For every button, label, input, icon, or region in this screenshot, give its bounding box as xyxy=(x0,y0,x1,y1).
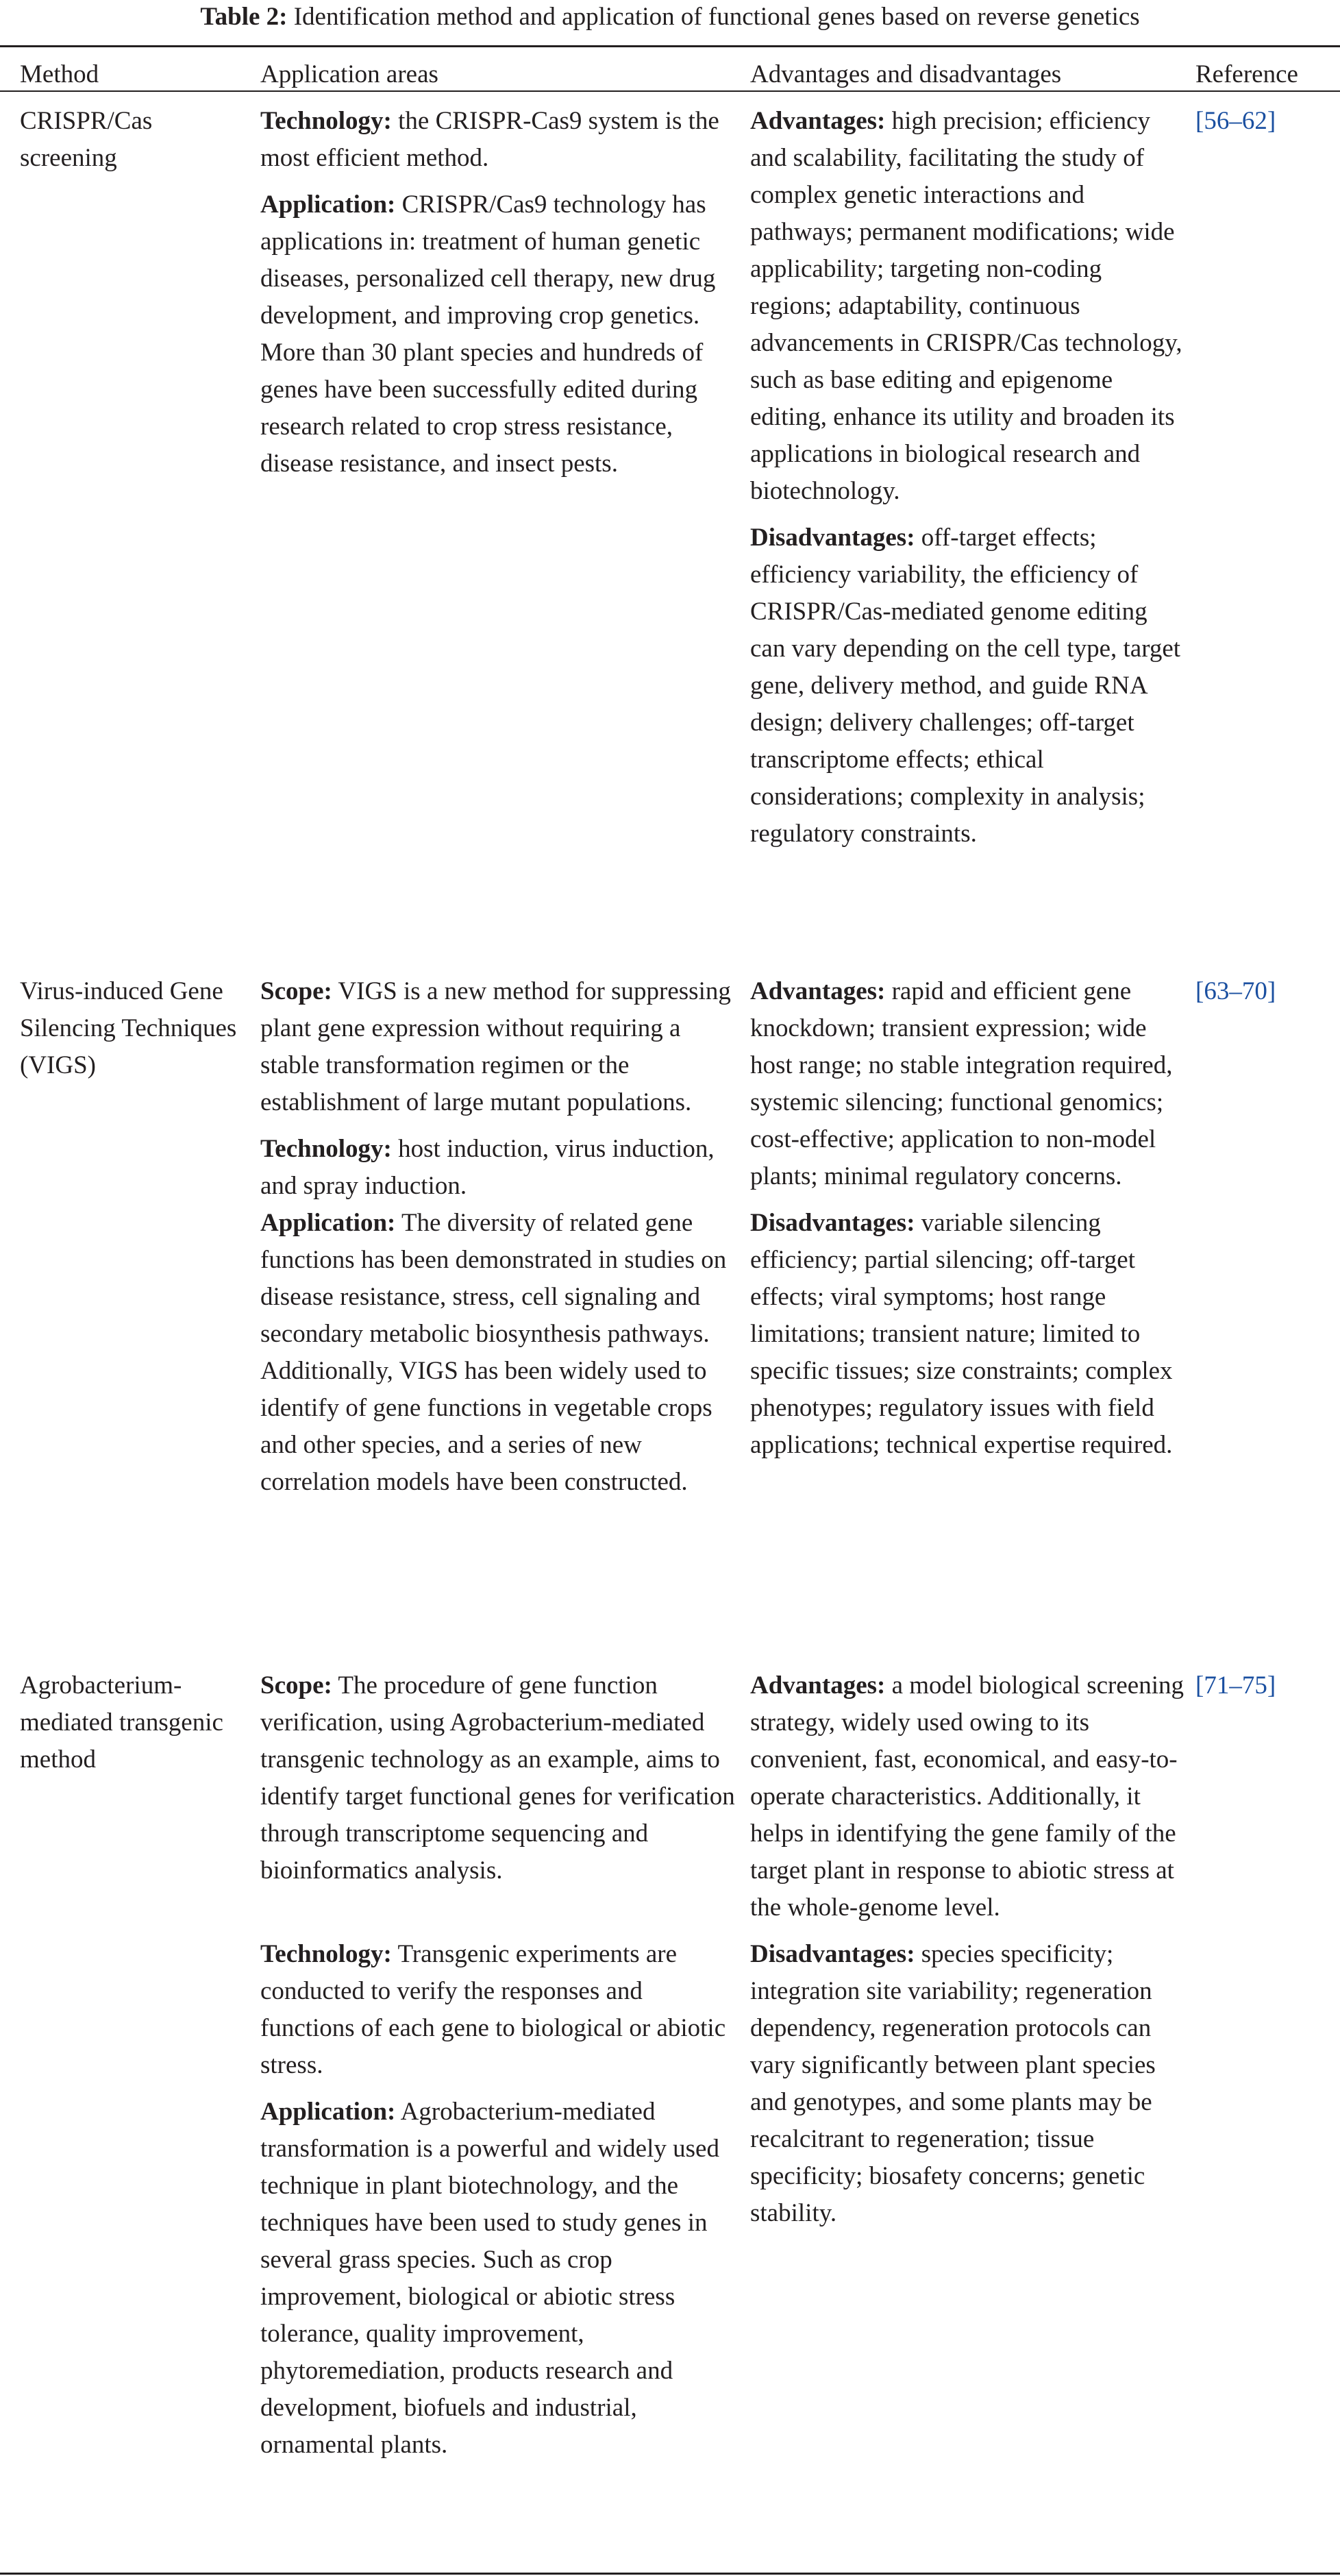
agro-application-para: Application: Agrobacterium-mediated transformation is a powerful and widely used technique in plant biotechnology, and the techniques have been used to study genes in several grass species. Such as crop improvement, biological or abiotic stress tolerance, quality improvement, phytoremediation, products research and development, biofuels and industrial, ornamental plants. xyxy=(260,2098,719,2459)
row-agrobacterium-reference: [71–75] xyxy=(1195,1671,1276,1700)
row-agrobacterium-application xyxy=(260,1667,740,2464)
vigs-scope-para: Scope: VIGS is a new method for suppressing plant gene expression without requiring a stable transformation regimen or the establishment of large mutant populations. xyxy=(260,977,731,1116)
row-vigs-advantages xyxy=(750,973,1189,1464)
agro-scope-para: Scope: The procedure of gene function verification, using Agrobacterium-mediated transgenic technology as an example, aims to identify target functional genes for verification through transcriptome sequencing and bioinformatics analysis. xyxy=(260,1671,735,1885)
ref-link-56[interactable]: 56 xyxy=(1204,107,1230,135)
header-application-areas: Application areas xyxy=(260,60,438,88)
table-caption-label: Table 2: xyxy=(200,3,288,31)
row-vigs-application xyxy=(260,973,740,1501)
row-crispr-method: CRISPR/Cas screening xyxy=(20,107,153,172)
table-top-rule xyxy=(0,45,1340,47)
header-reference: Reference xyxy=(1195,60,1298,88)
vigs-disadvantages-para: Disadvantages: variable silencing efficiency; partial silencing; off-target effects; viral symptoms; host range limitations; transient nature; limited to specific tissues; size constraints; complex phenotypes; regulatory issues with field applications; technical expertise required. xyxy=(750,1209,1173,1459)
vigs-application-para: Application: The diversity of related gene functions has been demonstrated in studies on disease resistance, stress, cell signaling and secondary metabolic biosynthesis pathways. Additionally, VIGS has been widely used to identify of gene functions in vegetable crops and other species, and a series of new correlation models have been constructed. xyxy=(260,1209,727,1496)
ref-link-75[interactable]: 75 xyxy=(1241,1671,1267,1700)
table-header-rule xyxy=(0,90,1340,92)
crispr-disadvantages-para: Disadvantages: off-target effects; efficiency variability, the efficiency of CRISPR/Cas-mediated genome editing can vary depending on the cell type, target gene, delivery method, and guide RNA design; delivery challenges; off-target transcriptome effects; ethical considerations; complexity in analysis; regulatory constraints. xyxy=(750,524,1181,848)
row-crispr-application xyxy=(260,103,740,482)
ref-link-71[interactable]: 71 xyxy=(1204,1671,1230,1700)
ref-link-63[interactable]: 63 xyxy=(1204,977,1230,1005)
vigs-advantages-para: Advantages: rapid and efficient gene knockdown; transient expression; wide host range; no stable integration required, systemic silencing; functional genomics; cost-effective; application to non-model plants; minimal regulatory concerns. xyxy=(750,977,1173,1190)
header-advantages-disadvantages: Advantages and disadvantages xyxy=(750,60,1062,88)
row-crispr-reference: [56–62] xyxy=(1195,107,1276,135)
row-vigs-reference: [63–70] xyxy=(1195,977,1276,1005)
table-caption xyxy=(0,0,1340,33)
crispr-application-para: Application: CRISPR/Cas9 technology has applications in: treatment of human genetic diseases, personalized cell therapy, new drug development, and improving crop genetics. More than 30 plant species and hundreds of genes have been successfully edited during research related to crop stress resistance, disease resistance, and insect pests. xyxy=(260,191,716,478)
row-vigs-method: Virus-induced Gene Silencing Techniques (VIGS) xyxy=(20,977,237,1079)
row-crispr-advantages xyxy=(750,103,1189,852)
header-method: Method xyxy=(20,60,99,88)
agro-advantages-para: Advantages: a model biological screening strategy, widely used owing to its convenient, fast, economical, and easy-to-operate characteristics. Additionally, it helps in identifying the gene family of the target plant in response to abiotic stress at the whole-genome level. xyxy=(750,1671,1184,1922)
row-agrobacterium-advantages xyxy=(750,1667,1189,2232)
ref-link-62[interactable]: 62 xyxy=(1241,107,1267,135)
agro-disadvantages-para: Disadvantages: species specificity; integration site variability; regeneration dependency, regeneration protocols can vary significantly between plant species and genotypes, and some plants may be recalcitrant to regeneration; tissue specificity; biosafety concerns; genetic stability. xyxy=(750,1940,1156,2227)
vigs-technology-para: Technology: host induction, virus induction, and spray induction. xyxy=(260,1135,715,1200)
table-bottom-rule xyxy=(0,2573,1340,2575)
ref-link-70[interactable]: 70 xyxy=(1241,977,1267,1005)
table-caption-text: Identification method and application of functional genes based on reverse genetics xyxy=(293,3,1140,31)
crispr-technology-para: Technology: the CRISPR-Cas9 system is the most efficient method. xyxy=(260,107,719,172)
row-agrobacterium-method: Agrobacterium-mediated transgenic method xyxy=(20,1671,223,1774)
agro-technology-para: Technology: Transgenic experiments are conducted to verify the responses and functions of each gene to biological or abiotic stress. xyxy=(260,1940,726,2079)
crispr-advantages-para: Advantages: high precision; efficiency and scalability, facilitating the study of complex genetic interactions and pathways; permanent modifications; wide applicability; targeting non-coding regions; adaptability, continuous advancements in CRISPR/Cas technology, such as base editing and epigenome editing, enhance its utility and broaden its applications in biological research and biotechnology. xyxy=(750,107,1182,505)
